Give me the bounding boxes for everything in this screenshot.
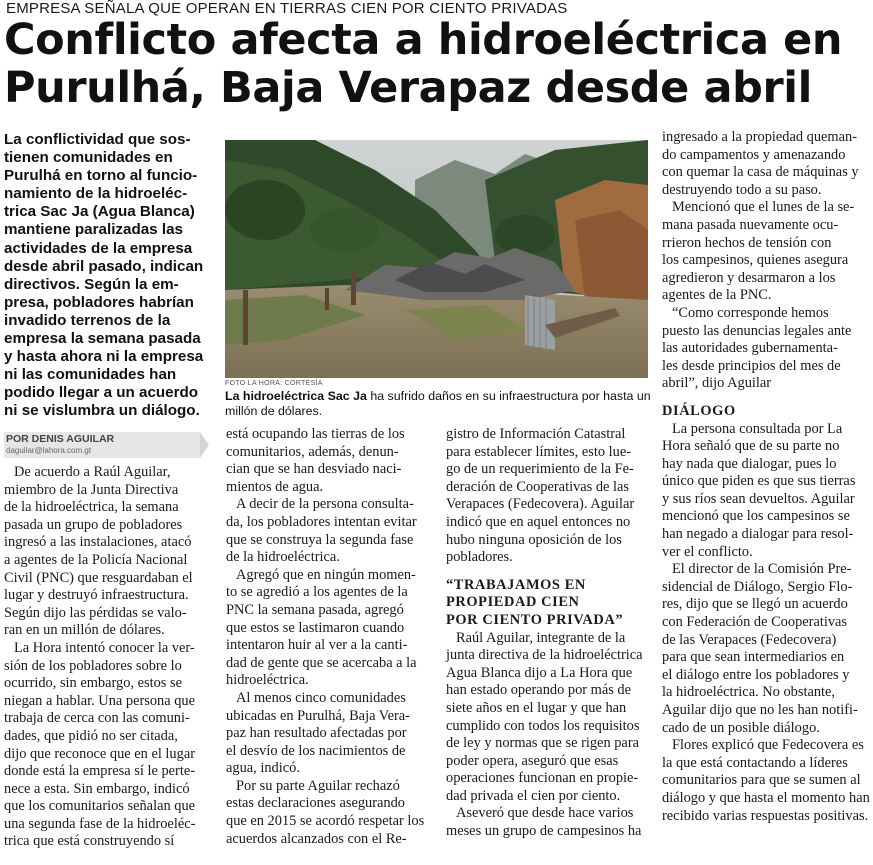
body-line: el diálogo entre los pobladores y — [662, 666, 850, 683]
headline-line: Conflicto afecta a hidroeléctrica en — [4, 15, 843, 65]
body-line: de las Verapaces (Fedecovera) — [662, 631, 837, 648]
body-line: da, los pobladores intentan evitar — [226, 513, 417, 530]
body-line: go de un requerimiento de la Fe- — [446, 461, 634, 478]
body-line: nece a esta. Sin embargo, indicó — [4, 780, 190, 797]
body-line: meses un grupo de campesinos ha — [446, 823, 642, 840]
article-column-3 — [446, 426, 652, 841]
body-line: una segunda fase de la hidroeléc- — [4, 815, 196, 832]
body-line: los campesinos, quienes asegura — [662, 252, 849, 269]
body-line: to se agredió a los agentes de la — [226, 584, 408, 601]
body-line: mencionó que los campesinos se — [662, 508, 850, 525]
lead-line: presa, pobladores habrían — [4, 293, 194, 311]
body-line: ver el conflicto. — [662, 543, 753, 560]
body-line: puesto las denuncias legales ante — [662, 322, 852, 339]
lead-line: trica Sac Ja (Agua Blanca) — [4, 203, 195, 221]
body-line: hay nada que dialogar, pues lo — [662, 455, 837, 472]
body-line: sión de los pobladores sobre lo — [4, 657, 182, 674]
lead-line: tienen comunidades en — [4, 149, 173, 167]
body-line: con quemar la casa de máquinas y — [662, 164, 859, 181]
body-line: Aguilar dijo que no les han notifi- — [662, 702, 858, 718]
body-line: La Hora intentó conocer la ver- — [14, 639, 195, 656]
lead-line: La conflictividad que sos- — [4, 131, 191, 148]
body-line: Aseveró que desde hace varios — [456, 805, 634, 822]
lead-line: directivos. Según la em- — [4, 275, 179, 293]
body-line: siete años en el lugar y que han — [446, 699, 627, 716]
body-line: comunitarios para que se sumen al — [662, 772, 861, 789]
photo-caption — [225, 389, 650, 418]
caption-line — [225, 389, 650, 404]
body-line: para establecer límites, esto lue- — [446, 443, 631, 460]
body-line: Mencionó que el lunes de la se- — [672, 199, 855, 216]
body-line: miembro de la Junta Directiva — [4, 481, 179, 498]
body-line: dad privada el cien por ciento. — [446, 787, 621, 804]
photo-credit: FOTO LA HORA: CORTESÍA — [225, 380, 323, 387]
article-column-1 — [4, 464, 218, 851]
body-line: comunitarios, además, denun- — [226, 443, 399, 460]
news-photo — [225, 140, 648, 378]
body-line: donde está la empresa sí le perte- — [4, 763, 195, 780]
body-line: que se construya la segunda fase — [226, 531, 414, 548]
body-line: niegan a hablar. Una persona que — [4, 692, 195, 709]
body-line: destruyendo todo a su paso. — [662, 181, 822, 198]
body-line: pasada un grupo de pobladores — [4, 516, 183, 533]
body-line: mientos de agua. — [226, 478, 324, 495]
body-line: rrieron hechos de tensión con — [662, 234, 832, 251]
body-line: Agua Blanca dijo a La Hora que — [446, 664, 633, 681]
body-line: les desde principios del mes de — [662, 357, 841, 374]
body-line: do campamentos y amenazando — [662, 146, 846, 163]
article-lead — [4, 131, 218, 421]
body-line: está ocupando las tierras de los — [226, 426, 405, 442]
body-line: lugar y destruyó infraestructura. — [4, 587, 189, 604]
body-line: han negado a dialogar para resol- — [662, 526, 854, 543]
body-line: res, dijo que se llegó un acuerdo — [662, 596, 848, 613]
body-line: dijo que reconoce que en el lugar — [4, 745, 195, 762]
body-line: trabaja de cerca con las comuni- — [4, 710, 190, 727]
lead-line: mantiene paralizadas las — [4, 221, 183, 239]
subhead-line: POR CIENTO PRIVADA” — [446, 611, 624, 628]
body-line: Hora señaló que de su parte no — [662, 438, 840, 455]
body-line: gistro de Información Catastral — [446, 426, 626, 442]
body-line: Flores explicó que Fedecovera es — [672, 737, 864, 754]
body-line: a agentes de la Policía Nacional — [4, 551, 188, 568]
body-line: Verapaces (Fedecovera). Aguilar — [446, 496, 635, 513]
body-line: la que está contactando a líderes — [662, 754, 848, 771]
body-line: recibido varias respuestas positivas. — [662, 807, 869, 824]
body-line: agua, indicó. — [226, 760, 300, 777]
damaged-hydroelectric-photo — [225, 140, 648, 378]
body-line: Civil (PNC) que resguardaban el — [4, 569, 193, 586]
subhead-line: PROPIEDAD CIEN — [446, 594, 580, 611]
lead-line: namiento de la hidroeléc- — [4, 185, 188, 203]
caption-line: millón de dólares. — [225, 403, 323, 418]
body-line: Raúl Aguilar, integrante de la — [456, 629, 626, 646]
article-column-4 — [662, 129, 870, 825]
body-line: cian que se han desviado naci- — [226, 461, 402, 478]
body-line: pobladores. — [446, 549, 513, 566]
lead-line: y hasta ahora ni la empresa — [4, 348, 204, 366]
body-line: único que piden es que sus tierras — [662, 473, 856, 490]
headline-line: Purulhá, Baja Verapaz desde abril — [4, 63, 812, 113]
body-line: indicó que en aquel entonces no — [446, 513, 631, 530]
lead-line: podido llegar a un acuerdo — [4, 384, 199, 402]
lead-line: actividades de la empresa — [4, 239, 193, 257]
body-line: la hidroeléctrica. No obstante, — [662, 684, 836, 701]
body-line: dades, que pidió no ser citada, — [4, 727, 178, 744]
body-line: mana pasada nuevamente ocu- — [662, 216, 839, 233]
body-line: Según dijo las pérdidas se valo- — [4, 604, 187, 621]
byline — [4, 432, 204, 458]
article-headline — [4, 16, 870, 112]
body-line: sidencial de Diálogo, Sergio Flo- — [662, 578, 853, 595]
body-line: el desvío de los nacimientos de — [226, 742, 406, 759]
byline-arrow-icon — [200, 432, 209, 458]
subhead-line: “TRABAJAMOS EN — [446, 576, 586, 593]
body-line: trica que está construyendo sí — [4, 833, 175, 850]
body-line: con Federación de Cooperativas — [662, 614, 848, 631]
article-kicker: EMPRESA SEÑALA QUE OPERAN EN TIERRAS CIEN POR CIENTO PRIVADAS — [6, 0, 568, 17]
body-line: Al menos cinco comunidades — [236, 689, 406, 706]
body-line: PNC la semana pasada, agregó — [226, 601, 404, 618]
lead-line: ni se vislumbra un diálogo. — [4, 402, 200, 420]
body-line: El director de la Comisión Pre- — [672, 561, 852, 578]
article-column-2 — [226, 426, 432, 848]
body-line: de la hidroeléctrica. — [226, 549, 340, 566]
lead-line: ni las comunidades han — [4, 366, 177, 384]
body-line: ubicadas en Purulhá, Baja Vera- — [226, 707, 410, 724]
body-line: hidroeléctrica. — [226, 672, 309, 689]
body-line: “Como corresponde hemos — [672, 304, 829, 321]
lead-line: Purulhá en torno al funcio- — [4, 167, 198, 185]
body-line: de la hidroeléctrica, la semana — [4, 499, 179, 516]
body-line: deración de Cooperativas de las — [446, 478, 630, 495]
body-line: cumplido con todos los requisitos — [446, 717, 640, 734]
body-line: agentes de la PNC. — [662, 287, 772, 304]
caption-rest: ha sufrido daños en su infraestructura por hasta un — [366, 389, 651, 403]
body-line: ingresó a las instalaciones, atacó — [4, 534, 192, 551]
body-line: dad de gente que se acercaba a la — [226, 654, 417, 671]
body-line: que estos se lastimaron cuando — [226, 619, 405, 636]
subhead-line: DIÁLOGO — [662, 402, 736, 419]
body-line: y sus ríos sean devueltos. Aguilar — [662, 490, 855, 507]
body-line: ingresado a la propiedad queman- — [662, 129, 857, 145]
body-line: ran en un millón de dólares. — [4, 622, 165, 639]
body-line: Agregó que en ningún momen- — [236, 566, 416, 583]
body-line: han estado operando por más de — [446, 682, 632, 699]
body-line: acuerdos alcanzados con el Re- — [226, 830, 407, 847]
lead-line: invadido terrenos de la — [4, 311, 171, 329]
paragraph-gap — [662, 393, 870, 403]
lead-line: desde abril pasado, indican — [4, 257, 204, 275]
lead-line: empresa la semana pasada — [4, 330, 201, 348]
body-line: de ley y normas que se rigen para — [446, 735, 640, 752]
body-line: ocurrido, sin embargo, estos se — [4, 675, 182, 692]
body-line: Por su parte Aguilar rechazó — [236, 777, 400, 794]
body-line: diálogo y que hasta el momento han — [662, 789, 870, 806]
body-line: cado de un posible diálogo. — [662, 719, 820, 736]
body-line: que en 2015 se acordó respetar los — [226, 813, 425, 830]
body-line: estas declaraciones asegurando — [226, 795, 405, 812]
body-line: abril”, dijo Aguilar — [662, 375, 772, 392]
body-line: para que sean intermediarios en — [662, 649, 845, 666]
body-line: A decir de la persona consulta- — [236, 496, 414, 513]
body-line: junta directiva de la hidroeléctrica — [446, 647, 643, 664]
author-email[interactable]: daguilar@lahora.com.gt — [6, 446, 92, 455]
body-line: agredieron y desarmaron a los — [662, 269, 836, 286]
body-line: poder opera, aseguró que esas — [446, 752, 619, 769]
paragraph-gap — [446, 567, 652, 577]
caption-bold: La hidroeléctrica Sac Ja — [225, 389, 367, 403]
body-line: De acuerdo a Raúl Aguilar, — [14, 464, 171, 480]
body-line: hubo ninguna oposición de los — [446, 531, 622, 548]
body-line: que los comunitarios señalan que — [4, 798, 196, 815]
body-line: las autoridades gubernamenta- — [662, 340, 838, 357]
body-line: intentaron huir al ver a la canti- — [226, 637, 408, 654]
body-line: operaciones funcionan en propie- — [446, 770, 639, 787]
body-line: paz han resultado afectadas por — [226, 725, 407, 742]
author-name: POR DENIS AGUILAR — [6, 433, 115, 445]
body-line: La persona consultada por La — [672, 420, 843, 437]
